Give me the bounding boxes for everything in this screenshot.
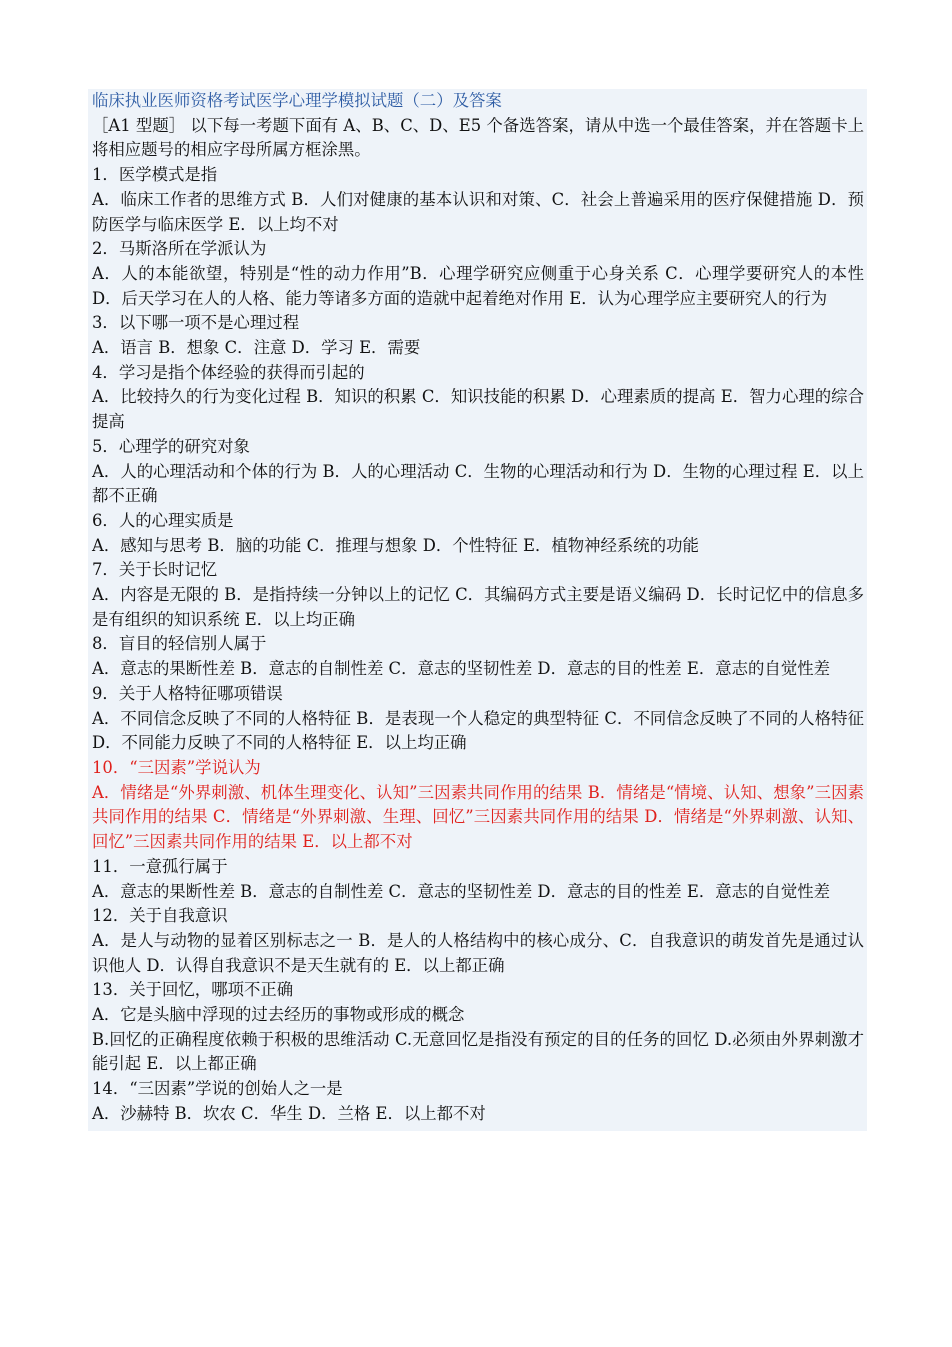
- question-options: A．意志的果断性差 B．意志的自制性差 C．意志的坚韧性差 D．意志的目的性差 E．意志的自觉性差: [92, 659, 830, 679]
- question-options: A．比较持久的行为变化过程 B．知识的积累 C．知识技能的积累 D．心理素质的提高 E．智力心理的综合提高: [92, 387, 864, 432]
- document-title: 临床执业医师资格考试医学心理学模拟试题（二）及答案: [92, 91, 502, 110]
- question-stem: 2．马斯洛所在学派认为: [92, 239, 267, 259]
- question-options: A．内容是无限的 B．是指持续一分钟以上的记忆 C．其编码方式主要是语义编码 D．长时记忆中的信息多是有组织的知识系统 E．以上均正确: [92, 585, 864, 629]
- question-stem: 9．关于人格特征哪项错误: [92, 683, 283, 703]
- question-options-highlighted: A．情绪是“外界刺激、机体生理变化、认知”三因素共同作用的结果 B．情绪是“情境、认知、想象”三因素共同作用的结果 C．情绪是“外界刺激、生理、回忆”三因素共同作用的结果 D．情绪是“外界刺激、认知、回忆”三因素共同作用的结果 E．以上都不对: [92, 782, 864, 852]
- question-options: A．感知与思考 B．脑的功能 C．推理与想象 D．个性特征 E．植物神经系统的功能: [92, 535, 699, 555]
- question-stem: 11．一意孤行属于: [92, 856, 228, 876]
- question-options: A．人的本能欲望，特别是“性的动力作用”B．心理学研究应侧重于心身关系 C．心理学要研究人的本性 D．后天学习在人的人格、能力等诸多方面的造就中起着绝对作用 E．认为心理学应主要研究人的行为: [92, 263, 864, 308]
- question-stem: 1．医学模式是指: [92, 165, 218, 185]
- question-stem: 6．人的心理实质是: [92, 510, 234, 530]
- question-options: A．人的心理活动和个体的行为 B．人的心理活动 C．生物的心理活动和行为 D．生物的心理过程 E．以上都不正确: [92, 461, 864, 506]
- question-options: A．不同信念反映了不同的人格特征 B．是表现一个人稳定的典型特征 C．不同信念反映了不同的人格特征 D．不同能力反映了不同的人格特征 E．以上均正确: [92, 708, 864, 753]
- question-stem: 4．学习是指个体经验的获得而引起的: [92, 362, 365, 382]
- question-options: A．意志的果断性差 B．意志的自制性差 C．意志的坚韧性差 D．意志的目的性差 E．意志的自觉性差: [92, 881, 830, 901]
- question-options: A．是人与动物的显着区别标志之一 B．是人的人格结构中的核心成分、C．自我意识的萌发首先是通过认识他人 D．认得自我意识不是天生就有的 E．以上都正确: [92, 930, 864, 975]
- question-options: A．临床工作者的思维方式 B．人们对健康的基本认识和对策、C．社会上普遍采用的医疗保健措施 D．预防医学与临床医学 E．以上均不对: [92, 189, 864, 234]
- question-option-a: A．它是头脑中浮现的过去经历的事物或形成的概念: [92, 1005, 465, 1025]
- question-options: A．沙赫特 B．坎农 C．华生 D．兰格 E．以上都不对: [92, 1103, 486, 1123]
- question-stem: 5．心理学的研究对象: [92, 436, 250, 456]
- question-stem: 8．盲目的轻信别人属于: [92, 634, 267, 654]
- question-stem: 14．“三因素”学说的创始人之一是: [92, 1079, 343, 1099]
- question-stem: 3．以下哪一项不是心理过程: [92, 313, 300, 333]
- instruction-text: ［A1 型题］ 以下每一考题下面有 A、B、C、D、E5 个备选答案，请从中选一个最佳答案，并在答题卡上将相应题号的相应字母所属方框涂黑。: [92, 115, 864, 160]
- exam-content: [88, 89, 867, 1131]
- question-options: B.回忆的正确程度依赖于积极的思维活动 C.无意回忆是指没有预定的目的任务的回忆 D.必须由外界刺激才能引起 E．以上都正确: [92, 1029, 864, 1074]
- question-stem-highlighted: 10．“三因素”学说认为: [92, 757, 261, 777]
- question-stem: 7．关于长时记忆: [92, 560, 218, 580]
- question-stem: 12．关于自我意识: [92, 906, 228, 926]
- question-stem: 13．关于回忆，哪项不正确: [92, 980, 294, 1000]
- question-options: A．语言 B．想象 C．注意 D．学习 E．需要: [92, 338, 421, 358]
